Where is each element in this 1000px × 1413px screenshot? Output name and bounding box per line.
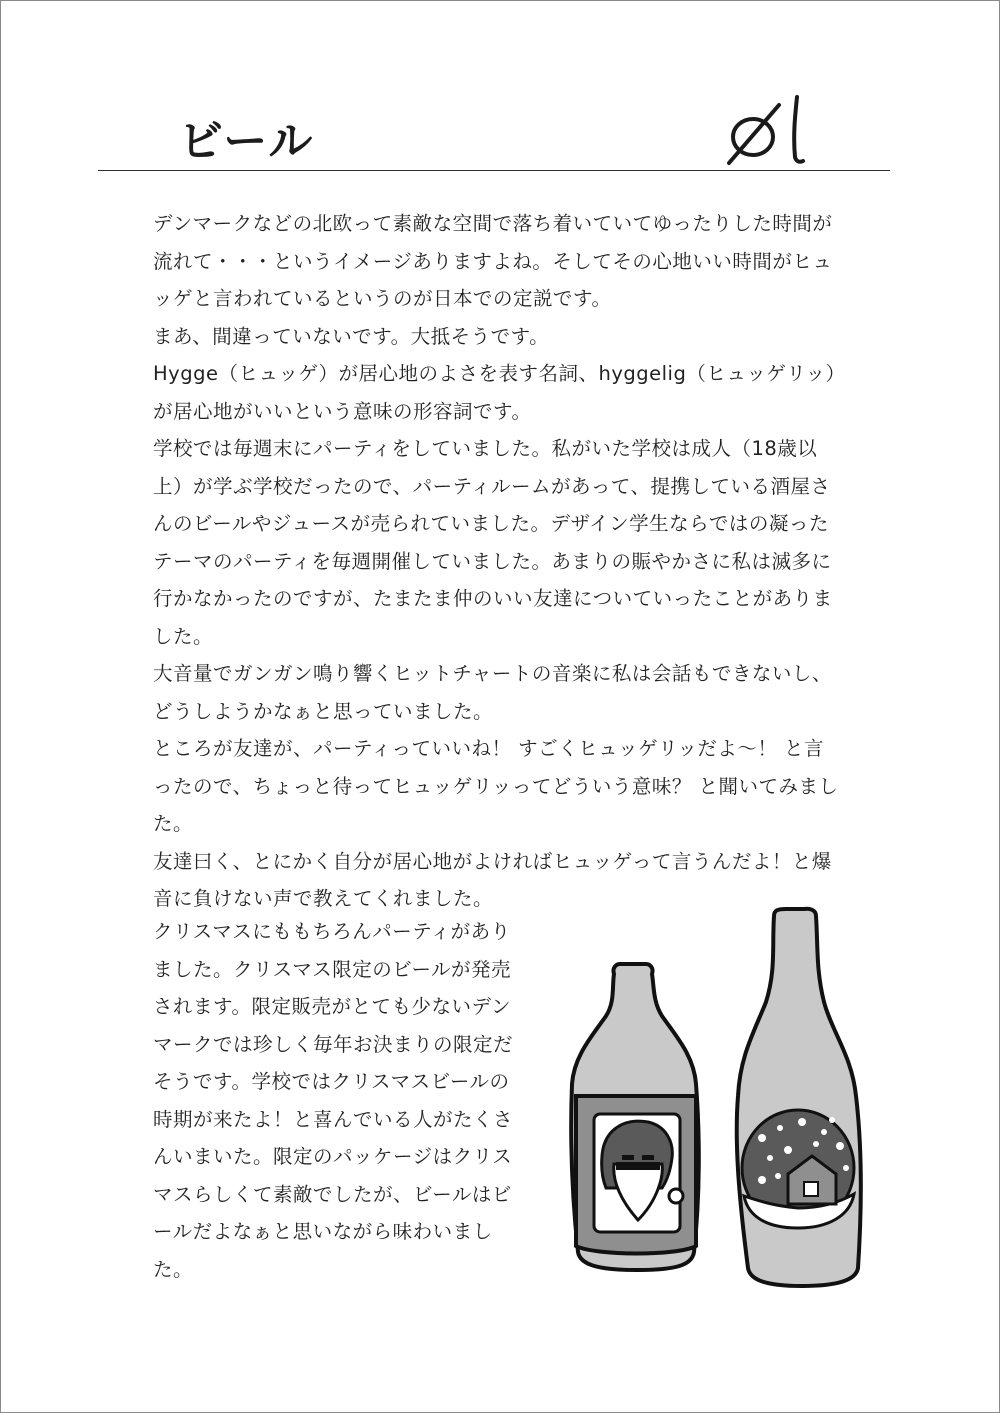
paragraph: まあ、間違っていないです。大抵そうです。 [153, 324, 550, 348]
snow-house-icon [742, 1110, 854, 1228]
paragraph: 友達曰く、とにかく自分が居心地がよければヒュッゲって言うんだよ！と爆音に負けない声で教えてくれました。 [153, 849, 832, 910]
body-text [153, 205, 843, 918]
paragraph: 学校では毎週末にパーティをしていました。私がいた学校は成人（18歳以上）が学ぶ学校だったので、パーティルームがあって、提携している酒屋さんのビールやジュースが売られていました。デザイン学生ならではの凝ったテーマのパーティを毎週開催していました。あまりの賑やかさに私は滅多に行かなかったのですが、たまたま仲のいい友達についていったことがありました。 [153, 437, 833, 648]
paragraph: ところが友達が、パーティっていいね！ すごくヒュッゲリッだよ〜！ と言ったので、ちょっと待ってヒュッゲリッってどういう意味？ と聞いてみました。 [153, 737, 839, 835]
header-divider [98, 170, 890, 171]
left-bottle [571, 964, 699, 1270]
paragraph: 大音量でガンガン鳴り響くヒットチャートの音楽に私は会話もできないし、どうしようかなぁと思っていました。 [153, 662, 832, 723]
paragraph: デンマークなどの北欧って素敵な空間で落ち着いていてゆったりした時間が流れて・・・というイメージありますよね。そしてその心地いい時間がヒュッゲと言われているというのが日本での定説です。 [153, 212, 833, 310]
side-text [153, 913, 528, 1288]
page-number [723, 91, 813, 169]
paragraph: Hygge（ヒュッゲ）が居心地のよさを表す名詞、hyggelig（ヒュッゲリッ）が居心地がいいという意味の形容詞です。 [153, 362, 836, 423]
beer-bottles-illustration [566, 906, 866, 1291]
right-bottle [737, 909, 861, 1286]
paragraph: クリスマスにももちろんパーティがありました。クリスマス限定のビールが発売されます。限定販売がとても少ないデンマークでは珍しく毎年お決まりの限定だそうです。学校ではクリスマスビールの時期が来たよ！と喜んでいる人がたくさんいまいた。限定のパッケージはクリスマスらしくて素敵でしたが、ビールはビールだよなぁと思いながら味わいました。 [153, 920, 514, 1281]
page-title: ビール [179, 116, 315, 167]
